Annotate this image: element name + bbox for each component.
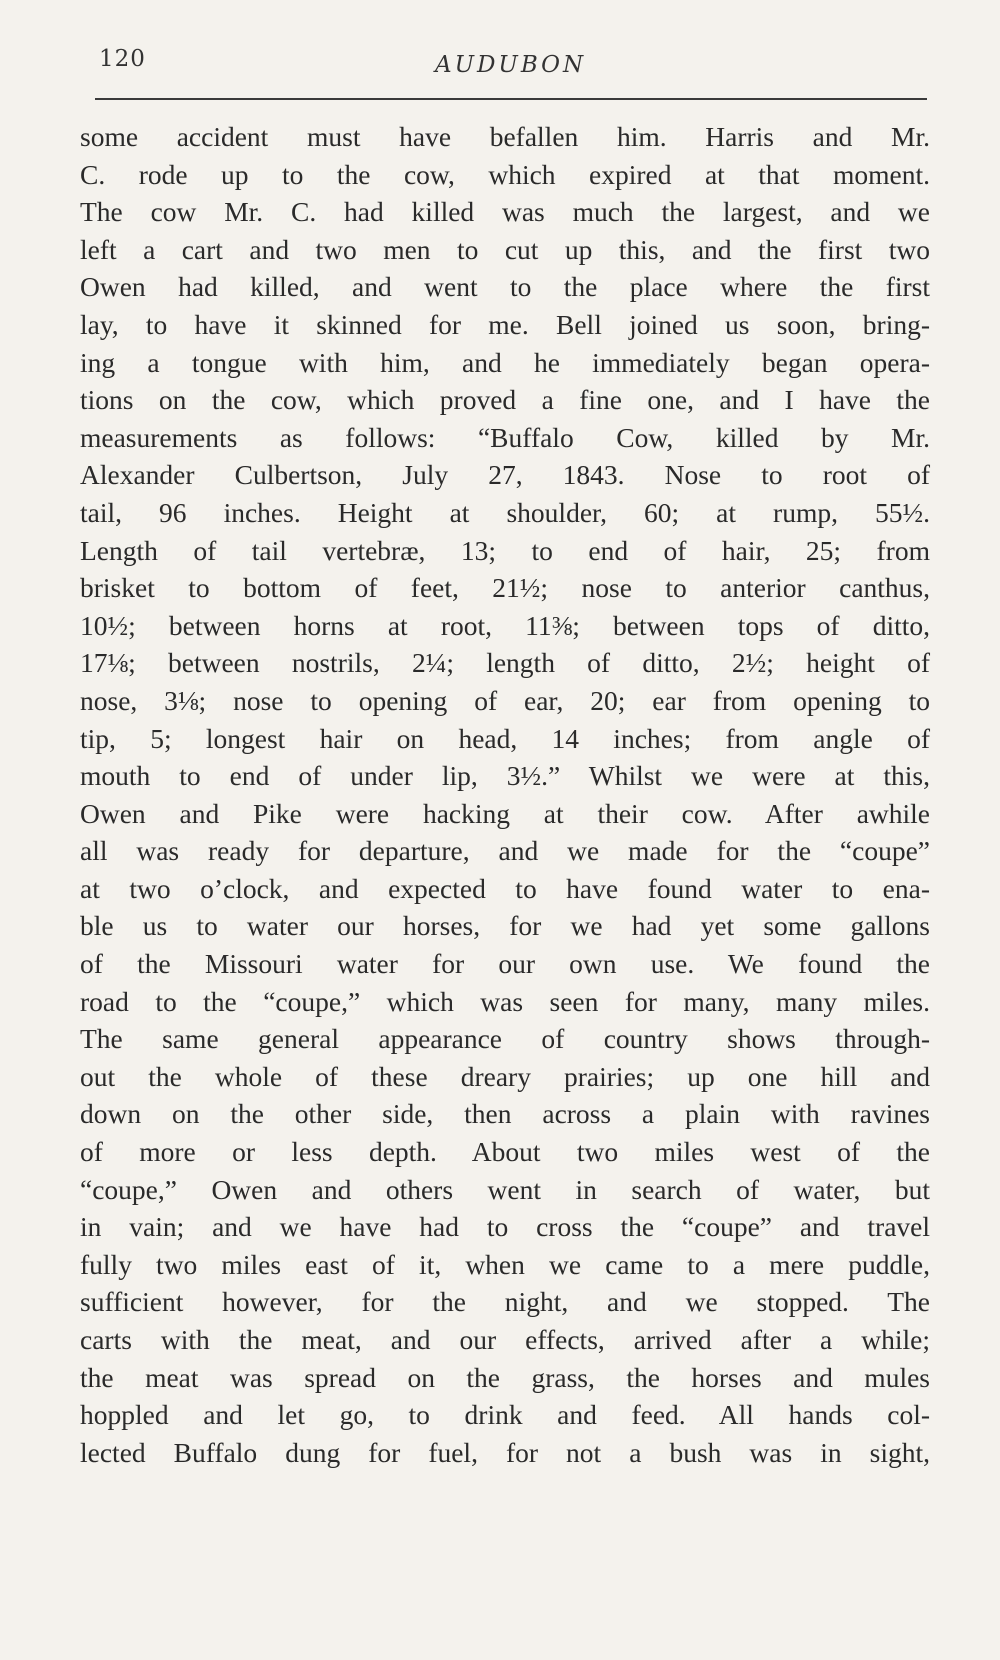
text-line: ble us to water our horses, for we had yet some gallons bbox=[80, 910, 930, 942]
text-line: 17⅛; between nostrils, 2¼; length of ditto, 2½; height of bbox=[80, 647, 930, 679]
text-line: at two o’clock, and expected to have found water to ena- bbox=[80, 872, 930, 904]
text-line: out the whole of these dreary prairies; up one hill and bbox=[80, 1060, 930, 1092]
text-line: carts with the meat, and our effects, arrived after a while; bbox=[80, 1324, 930, 1355]
text-line: 10½; between horns at root, 11⅜; between tops of ditto, bbox=[80, 609, 930, 641]
text-line: Alexander Culbertson, July 27, 1843. Nose to root of bbox=[80, 459, 930, 491]
text-line: “coupe,” Owen and others went in search of water, but bbox=[80, 1173, 930, 1205]
text-line: fully two miles east of it, when we came to a mere puddle, bbox=[80, 1248, 930, 1280]
text-line: all was ready for departure, and we made for the “coupe” bbox=[80, 835, 930, 867]
text-line: nose, 3⅛; nose to opening of ear, 20; ear from opening to bbox=[80, 684, 930, 716]
text-line: sufficient however, for the night, and we stopped. The bbox=[80, 1286, 930, 1318]
text-line: lected Buffalo dung for fuel, for not a bush was in sight, bbox=[80, 1436, 930, 1468]
text-line: ing a tongue with him, and he immediately began opera- bbox=[80, 346, 930, 378]
text-line: tail, 96 inches. Height at shoulder, 60; at rump, 55½. bbox=[80, 496, 930, 528]
text-line: C. rode up to the cow, which expired at that moment. bbox=[80, 158, 930, 190]
page-header bbox=[95, 42, 930, 92]
text-line: Length of tail vertebræ, 13; to end of hair, 25; from bbox=[80, 534, 930, 566]
text-line: The same general appearance of country shows through- bbox=[80, 1023, 930, 1055]
header-rule bbox=[95, 98, 927, 100]
text-line: Owen had killed, and went to the place where the first bbox=[80, 271, 930, 303]
text-line: tip, 5; longest hair on head, 14 inches; from angle of bbox=[80, 722, 930, 754]
text-line: of more or less depth. About two miles west of the bbox=[80, 1136, 930, 1168]
text-line: hoppled and let go, to drink and feed. All hands col- bbox=[80, 1399, 930, 1431]
text-line: in vain; and we have had to cross the “coupe” and travel bbox=[80, 1211, 930, 1243]
text-line: left a cart and two men to cut up this, and the first two bbox=[80, 233, 930, 265]
text-line: The cow Mr. C. had killed was much the largest, and we bbox=[80, 196, 930, 228]
text-line: down on the other side, then across a plain with ravines bbox=[80, 1098, 930, 1130]
text-line: tions on the cow, which proved a fine one, and I have the bbox=[80, 384, 930, 416]
text-line: mouth to end of under lip, 3½.” Whilst we were at this, bbox=[80, 760, 930, 792]
text-line: road to the “coupe,” which was seen for many, many miles. bbox=[80, 985, 930, 1017]
text-line: brisket to bottom of feet, 21½; nose to anterior canthus, bbox=[80, 572, 930, 604]
running-title: AUDUBON bbox=[435, 52, 587, 78]
text-line: Owen and Pike were hacking at their cow. After awhile bbox=[80, 797, 930, 829]
page-number: 120 bbox=[99, 46, 146, 72]
text-line: measurements as follows: “Buffalo Cow, killed by Mr. bbox=[80, 421, 930, 453]
body-text bbox=[80, 118, 930, 1471]
text-line: lay, to have it skinned for me. Bell joined us soon, bring- bbox=[80, 308, 930, 340]
text-line: the meat was spread on the grass, the horses and mules bbox=[80, 1361, 930, 1393]
text-line: of the Missouri water for our own use. We found the bbox=[80, 948, 930, 980]
text-line: some accident must have befallen him. Harris and Mr. bbox=[80, 121, 930, 152]
